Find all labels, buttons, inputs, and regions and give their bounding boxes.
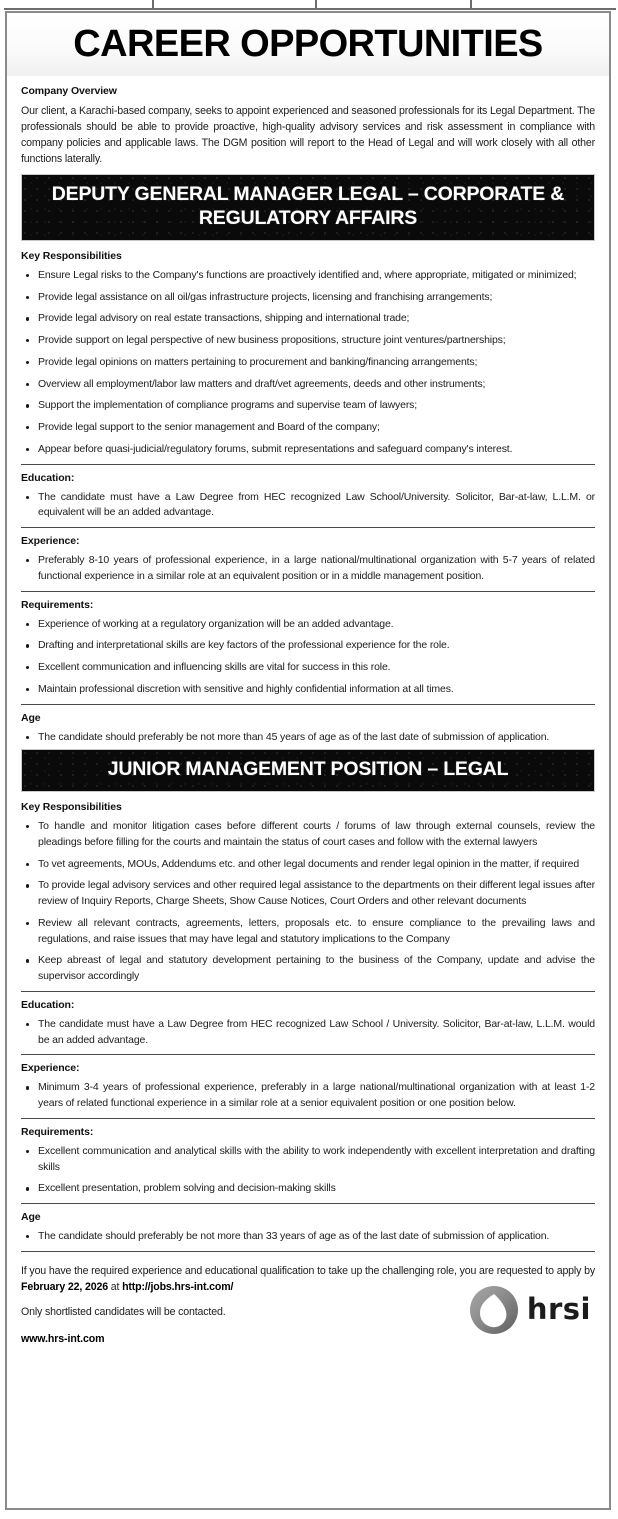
- list-item: To vet agreements, MOUs, Addendums etc. and other legal documents and render legal opinion in the matter, if required: [21, 857, 595, 873]
- job-banner-junior-legal: [21, 749, 595, 792]
- company-overview-text: Our client, a Karachi-based company, seeks to appoint experienced and seasoned professionals for its Legal Department. The professionals should be able to provide proactive, high-quality advisory services and risk assessment in compliance with company policies and applicable laws. The DGM position will report to the Head of Legal and will work closely with all other functions laterally.: [21, 105, 595, 166]
- page-column-divider: [152, 0, 154, 9]
- list-item: Excellent presentation, problem solving and decision-making skills: [21, 1181, 595, 1197]
- job-banner-dgm-legal: [21, 174, 595, 241]
- section-divider: [21, 464, 595, 465]
- list-item: Maintain professional discretion with sensitive and highly confidential information at all times.: [21, 682, 595, 698]
- list-item: Excellent communication and analytical skills with the ability to work independently with excellent interpretation and drafting skills: [21, 1144, 595, 1176]
- list-item: Provide support on legal perspective of new business propositions, structure joint ventures/partnerships;: [21, 333, 595, 349]
- education-list: [21, 490, 595, 522]
- list-item: Overview all employment/labor law matters and draft/vet agreements, deeds and other instruments;: [21, 377, 595, 393]
- requirements-list: [21, 617, 595, 698]
- requirements-list: [21, 1144, 595, 1197]
- requirements-heading: Requirements:: [21, 598, 94, 611]
- age-heading: Age: [21, 711, 41, 724]
- list-item: Review all relevant contracts, agreements, letters, proposals etc. to ensure compliance to the prevailing laws and regulations, and raise issues that may have legal and statutory implications to the Company: [21, 916, 595, 948]
- list-item: The candidate must have a Law Degree from HEC recognized Law School / University. Solicitor, Bar-at-law, L.L.M. would be an added advantage.: [21, 1017, 595, 1049]
- list-item: Minimum 3-4 years of professional experience, preferably in a large national/multinational organization with at least 1-2 years of related functional experience in a similar role at a senior equivalent position or one position below.: [21, 1080, 595, 1112]
- list-item: Excellent communication and influencing skills are vital for success in this role.: [21, 660, 595, 676]
- advertisement-content: [7, 85, 609, 1351]
- responsibilities-heading: Key Responsibilities: [21, 801, 122, 814]
- list-item: Support the implementation of compliance programs and supervise team of lawyers;: [21, 398, 595, 414]
- ring-teardrop-logo-icon: [467, 1283, 521, 1337]
- section-divider: [21, 1054, 595, 1055]
- responsibilities-heading: Key Responsibilities: [21, 249, 122, 262]
- responsibilities-list: [21, 268, 595, 458]
- list-item: The candidate should preferably be not more than 45 years of age as of the last date of submission of application.: [21, 730, 595, 746]
- page-title: CAREER OPPORTUNITIES: [73, 23, 543, 65]
- application-deadline: February 22, 2026: [21, 1281, 108, 1294]
- age-list: [21, 730, 595, 746]
- list-item: Provide legal assistance on all oil/gas infrastructure projects, licensing and franchising arrangements;: [21, 290, 595, 306]
- footer: [21, 1252, 595, 1351]
- headline-band: [7, 13, 609, 76]
- list-item: Experience of working at a regulatory organization will be an added advantage.: [21, 617, 595, 633]
- experience-heading: Experience:: [21, 1062, 80, 1075]
- job-title: DEPUTY GENERAL MANAGER LEGAL – CORPORATE & REGULATORY AFFAIRS: [51, 183, 565, 230]
- job-title: JUNIOR MANAGEMENT POSITION – LEGAL: [107, 758, 509, 781]
- section-divider: [21, 704, 595, 705]
- company-overview-heading: Company Overview: [21, 85, 117, 97]
- list-item: Keep abreast of legal and statutory development pertaining to the business of the Company, update and advise the supervisor accordingly: [21, 953, 595, 985]
- list-item: Ensure Legal risks to the Company's functions are proactively identified and, where appropriate, mitigated or minimized;: [21, 268, 595, 284]
- apply-mid-text: at: [107, 1281, 123, 1294]
- list-item: The candidate must have a Law Degree from HEC recognized Law School/University. Solicitor, Bar-at-law, L.L.M. or equivalent will be an added advantage.: [21, 490, 595, 522]
- experience-list: [21, 1080, 595, 1112]
- responsibilities-list: [21, 819, 595, 985]
- advertisement-frame: [5, 11, 611, 1510]
- requirements-heading: Requirements:: [21, 1125, 94, 1138]
- experience-heading: Experience:: [21, 535, 80, 548]
- education-heading: Education:: [21, 471, 75, 484]
- list-item: Preferably 8-10 years of professional experience, in a large national/multinational organization with 5-7 years of related functional experience in a similar role at an equivalent position or in a middle management position.: [21, 553, 595, 585]
- list-item: Drafting and interpretational skills are key factors of the professional experience for the role.: [21, 638, 595, 654]
- education-list: [21, 1017, 595, 1049]
- section-divider: [21, 591, 595, 592]
- list-item: Provide legal advisory on real estate transactions, shipping and international trade;: [21, 311, 595, 327]
- brand-logo: [467, 1283, 591, 1337]
- list-item: To handle and monitor litigation cases before different courts / forums of law through external counsels, review the pleadings before filling for the courts and maintain the status of court cases and follow with the external lawyers: [21, 819, 595, 851]
- education-heading: Education:: [21, 998, 75, 1011]
- section-divider: [21, 527, 595, 528]
- page-horizontal-rule: [4, 8, 616, 10]
- section-divider: [21, 991, 595, 992]
- list-item: To provide legal advisory services and other required legal assistance to the departments on their different legal issues after review of Inquiry Reports, Charge Sheets, Show Cause Notices, Court Orders and other relevant documents: [21, 878, 595, 910]
- section-divider: [21, 1118, 595, 1119]
- age-list: [21, 1229, 595, 1245]
- page-column-divider: [470, 0, 472, 9]
- section-divider: [21, 1203, 595, 1204]
- experience-list: [21, 553, 595, 585]
- apply-intro-text: If you have the required experience and educational qualification to take up the challenging role, you are requested to apply by: [21, 1264, 595, 1277]
- adjacent-page-rules: [0, 0, 618, 11]
- shortlist-note: Only shortlisted candidates will be contacted.: [21, 1305, 226, 1318]
- list-item: Appear before quasi-judicial/regulatory forums, submit representations and safeguard company's interest.: [21, 442, 595, 458]
- list-item: Provide legal opinions on matters pertaining to procurement and banking/financing arrangements;: [21, 355, 595, 371]
- list-item: The candidate should preferably be not more than 33 years of age as of the last date of submission of application.: [21, 1229, 595, 1245]
- brand-name: hrsi: [526, 1292, 591, 1327]
- apply-url-link[interactable]: http://jobs.hrs-int.com/: [122, 1281, 234, 1294]
- company-website[interactable]: www.hrs-int.com: [21, 1333, 105, 1346]
- list-item: Provide legal support to the senior management and Board of the company;: [21, 420, 595, 436]
- page-column-divider: [315, 0, 317, 9]
- age-heading: Age: [21, 1211, 41, 1224]
